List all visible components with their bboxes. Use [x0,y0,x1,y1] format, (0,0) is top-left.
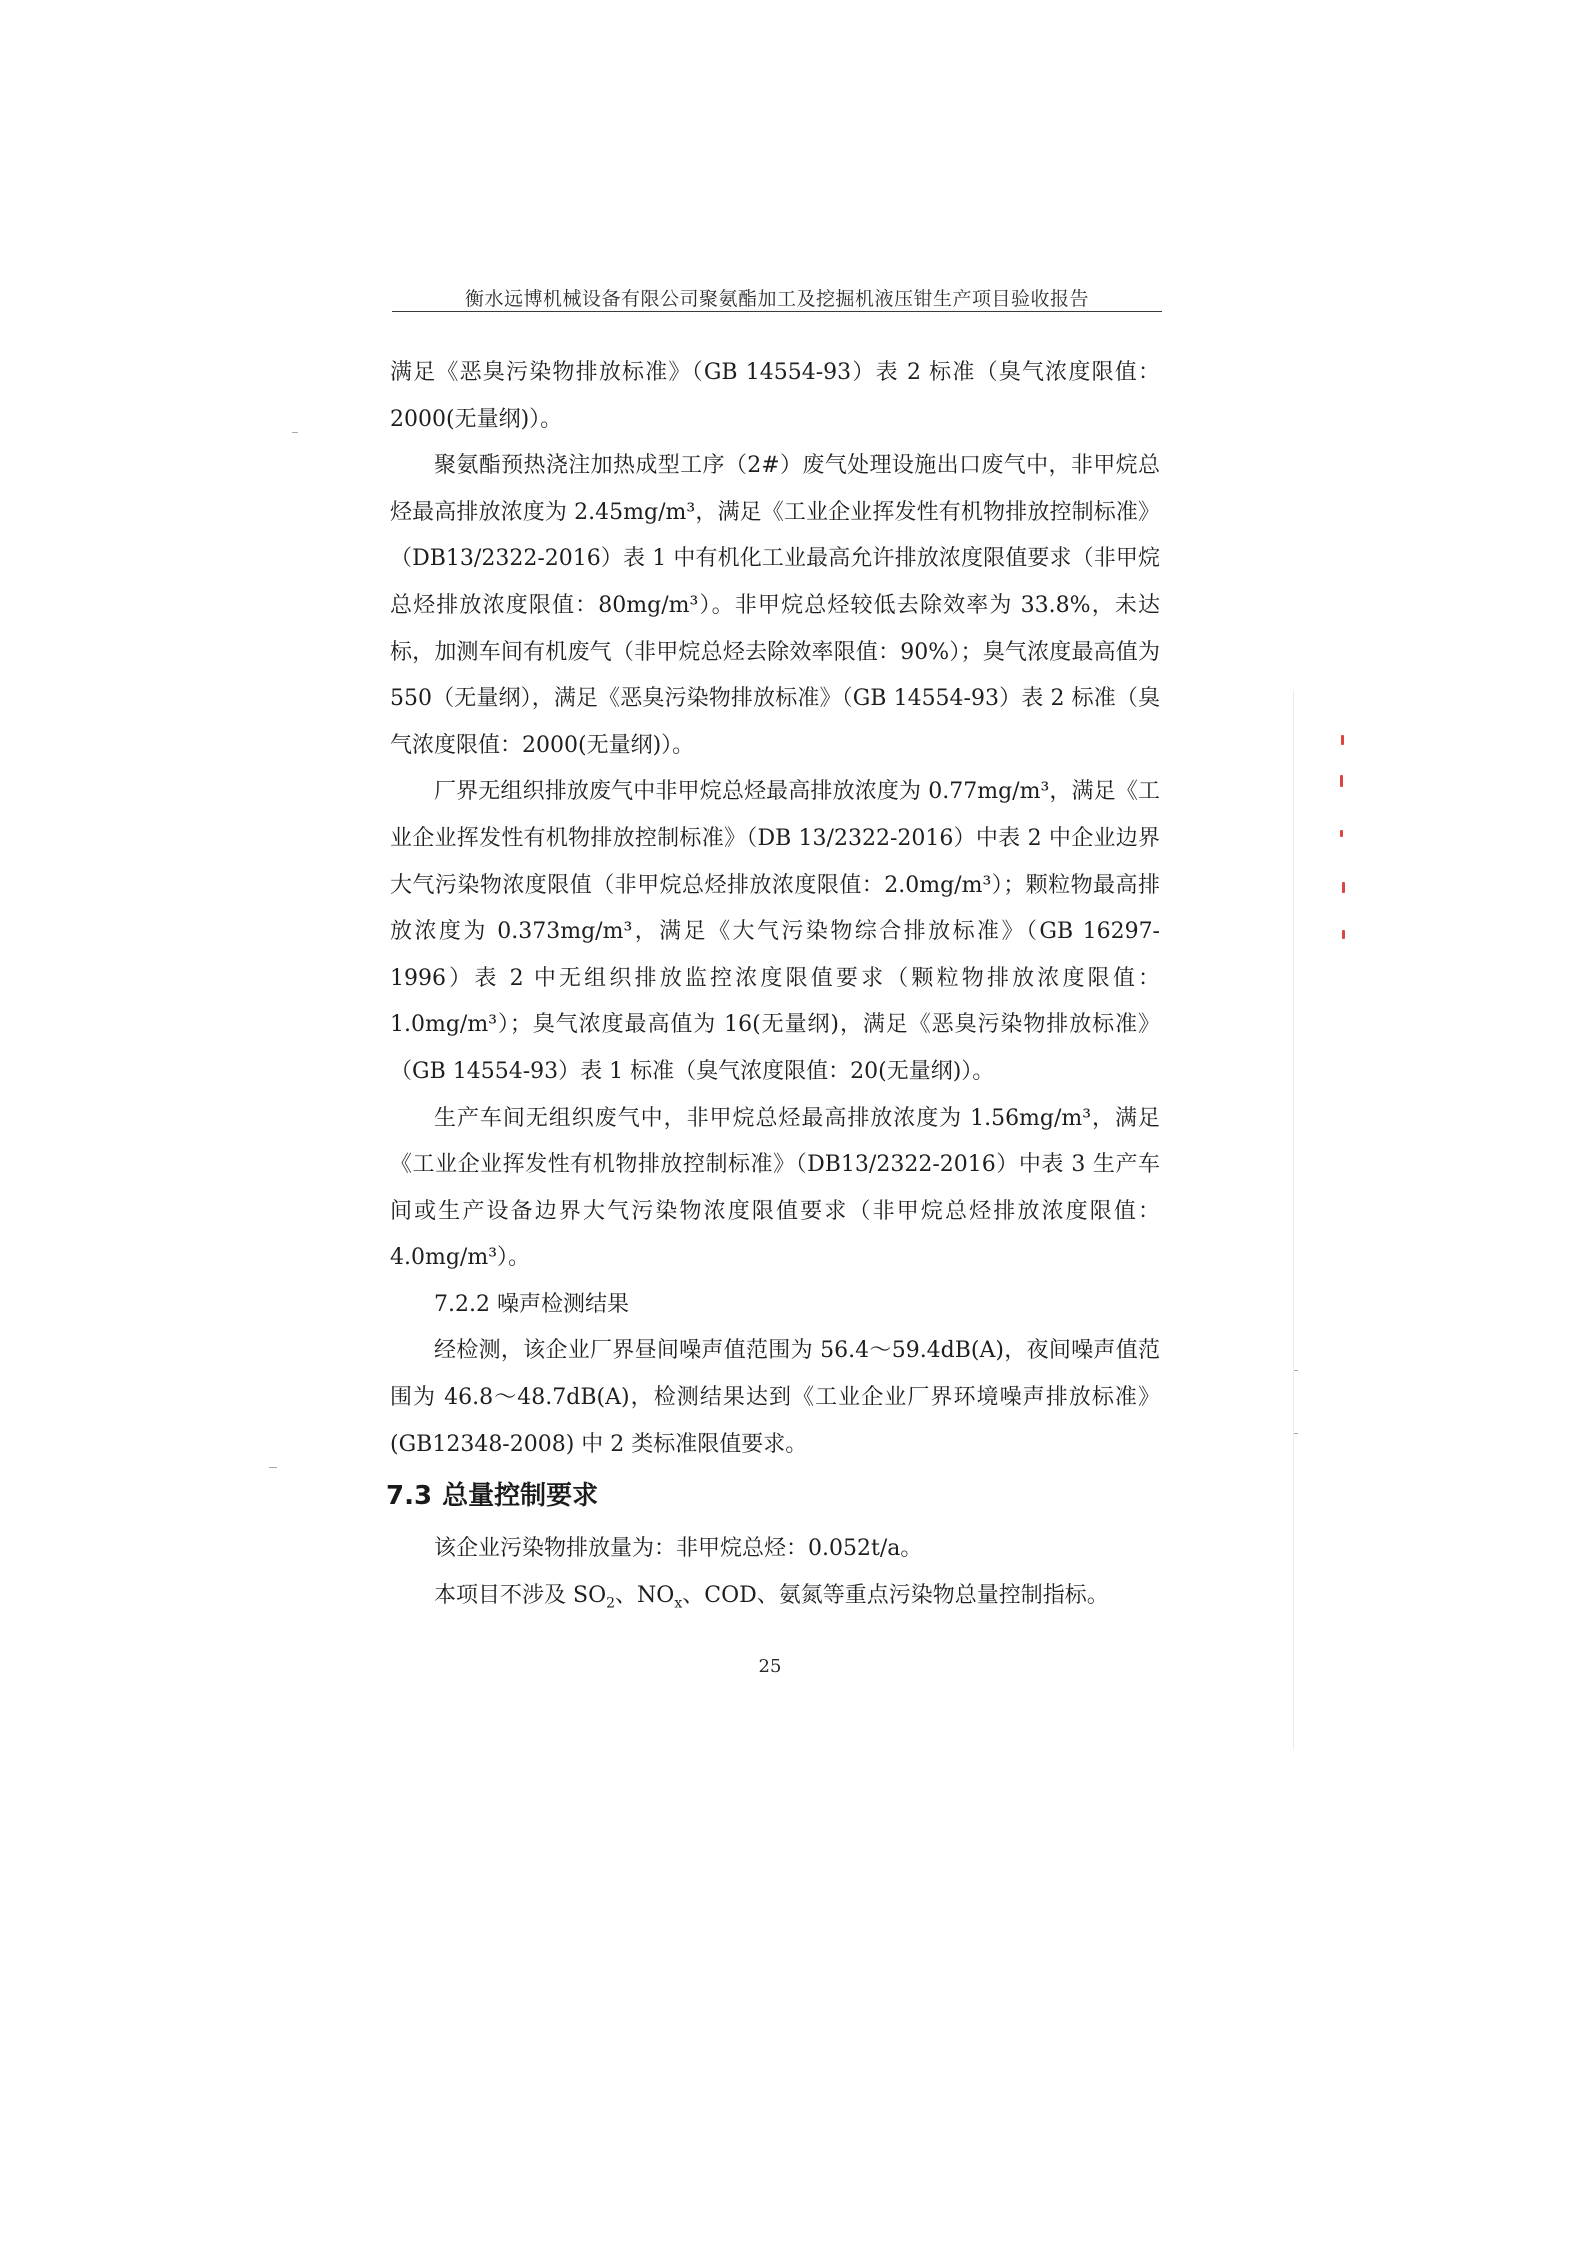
margin-mark [1340,830,1343,837]
header-rule [392,311,1162,312]
paragraph-emission-total: 该企业污染物排放量为：非甲烷总烃：0.052t/a。 [434,1536,923,1562]
section-number: 7.3 [386,1481,433,1512]
text-fragment: 本项目不涉及 SO [434,1582,607,1608]
margin-mark [1340,775,1343,787]
paragraph-pollutant-controls [390,1573,1160,1620]
body-text [386,350,1160,1619]
margin-mark [1342,930,1345,939]
paragraph-process-2-exhaust: 聚氨酯预热浇注加热成型工序（2#）废气处理设施出口废气中，非甲烷总烃最高排放浓度为 2.45mg/m³，满足《工业企业挥发性有机物排放控制标准》（DB13/2322-2016）表 1 中有机化工业最高允许排放浓度限值要求（非甲烷总烃排放浓度限值：80mg/m³）。非甲烷总烃较低去除效率为 33.8%，未达标，加测车间有机废气（非甲烷总烃去除效率限值：90%）；臭气浓度最高值为 550（无量纲），满足《恶臭污染物排放标准》（GB 14554-93）表 2 标准（臭气浓度限值：2000(无量纲)）。 [390,453,1160,758]
paragraph-noise-results: 经检测，该企业厂界昼间噪声值范围为 56.4～59.4dB(A)，夜间噪声值范围为 46.8～48.7dB(A)，检测结果达到《工业企业厂界环境噪声排放标准》(GB12348-2008) 中 2 类标准限值要求。 [390,1338,1160,1457]
scan-speck [292,432,298,433]
paragraph-boundary-emissions: 厂界无组织排放废气中非甲烷总烃最高排放浓度为 0.77mg/m³，满足《工业企业挥发性有机物排放控制标准》（DB 13/2322-2016）中表 2 中企业边界大气污染物浓度限值（非甲烷总烃排放浓度限值：2.0mg/m³）；颗粒物最高排放浓度为 0.373mg/m³，满足《大气污染物综合排放标准》（GB 16297-1996）表 2 中无组织排放监控浓度限值要求（颗粒物排放浓度限值：1.0mg/m³）；臭气浓度最高值为 16(无量纲)，满足《恶臭污染物排放标准》（GB 14554-93）表 1 标准（臭气浓度限值：20(无量纲)）。 [390,779,1160,1084]
paragraph-workshop-emissions: 生产车间无组织废气中，非甲烷总烃最高排放浓度为 1.56mg/m³，满足《工业企业挥发性有机物排放控制标准》（DB13/2322-2016）中表 3 生产车间或生产设备边界大气污染物浓度限值要求（非甲烷总烃排放浓度限值：4.0mg/m³）。 [390,1105,1160,1271]
scan-edge-line [1293,690,1294,1750]
subscript-x: x [674,1595,683,1612]
subsection-heading-noise: 7.2.2 噪声检测结果 [434,1291,629,1317]
running-header: 衡水远博机械设备有限公司聚氨酯加工及挖掘机液压钳生产项目验收报告 [464,288,1089,310]
paragraph-odor-standard: 满足《恶臭污染物排放标准》（GB 14554-93）表 2 标准（臭气浓度限值：2000(无量纲)）。 [390,360,1160,432]
subscript-2: 2 [606,1595,616,1612]
section-heading [386,1472,1160,1520]
scan-speck [269,1467,277,1468]
section-title: 总量控制要求 [442,1481,599,1512]
text-fragment: 、NO [615,1582,675,1608]
text-fragment: 、COD、氨氮等重点污染物总量控制指标。 [682,1582,1109,1608]
page-number: 25 [758,1656,782,1677]
margin-mark [1341,735,1344,745]
margin-mark [1342,882,1345,893]
